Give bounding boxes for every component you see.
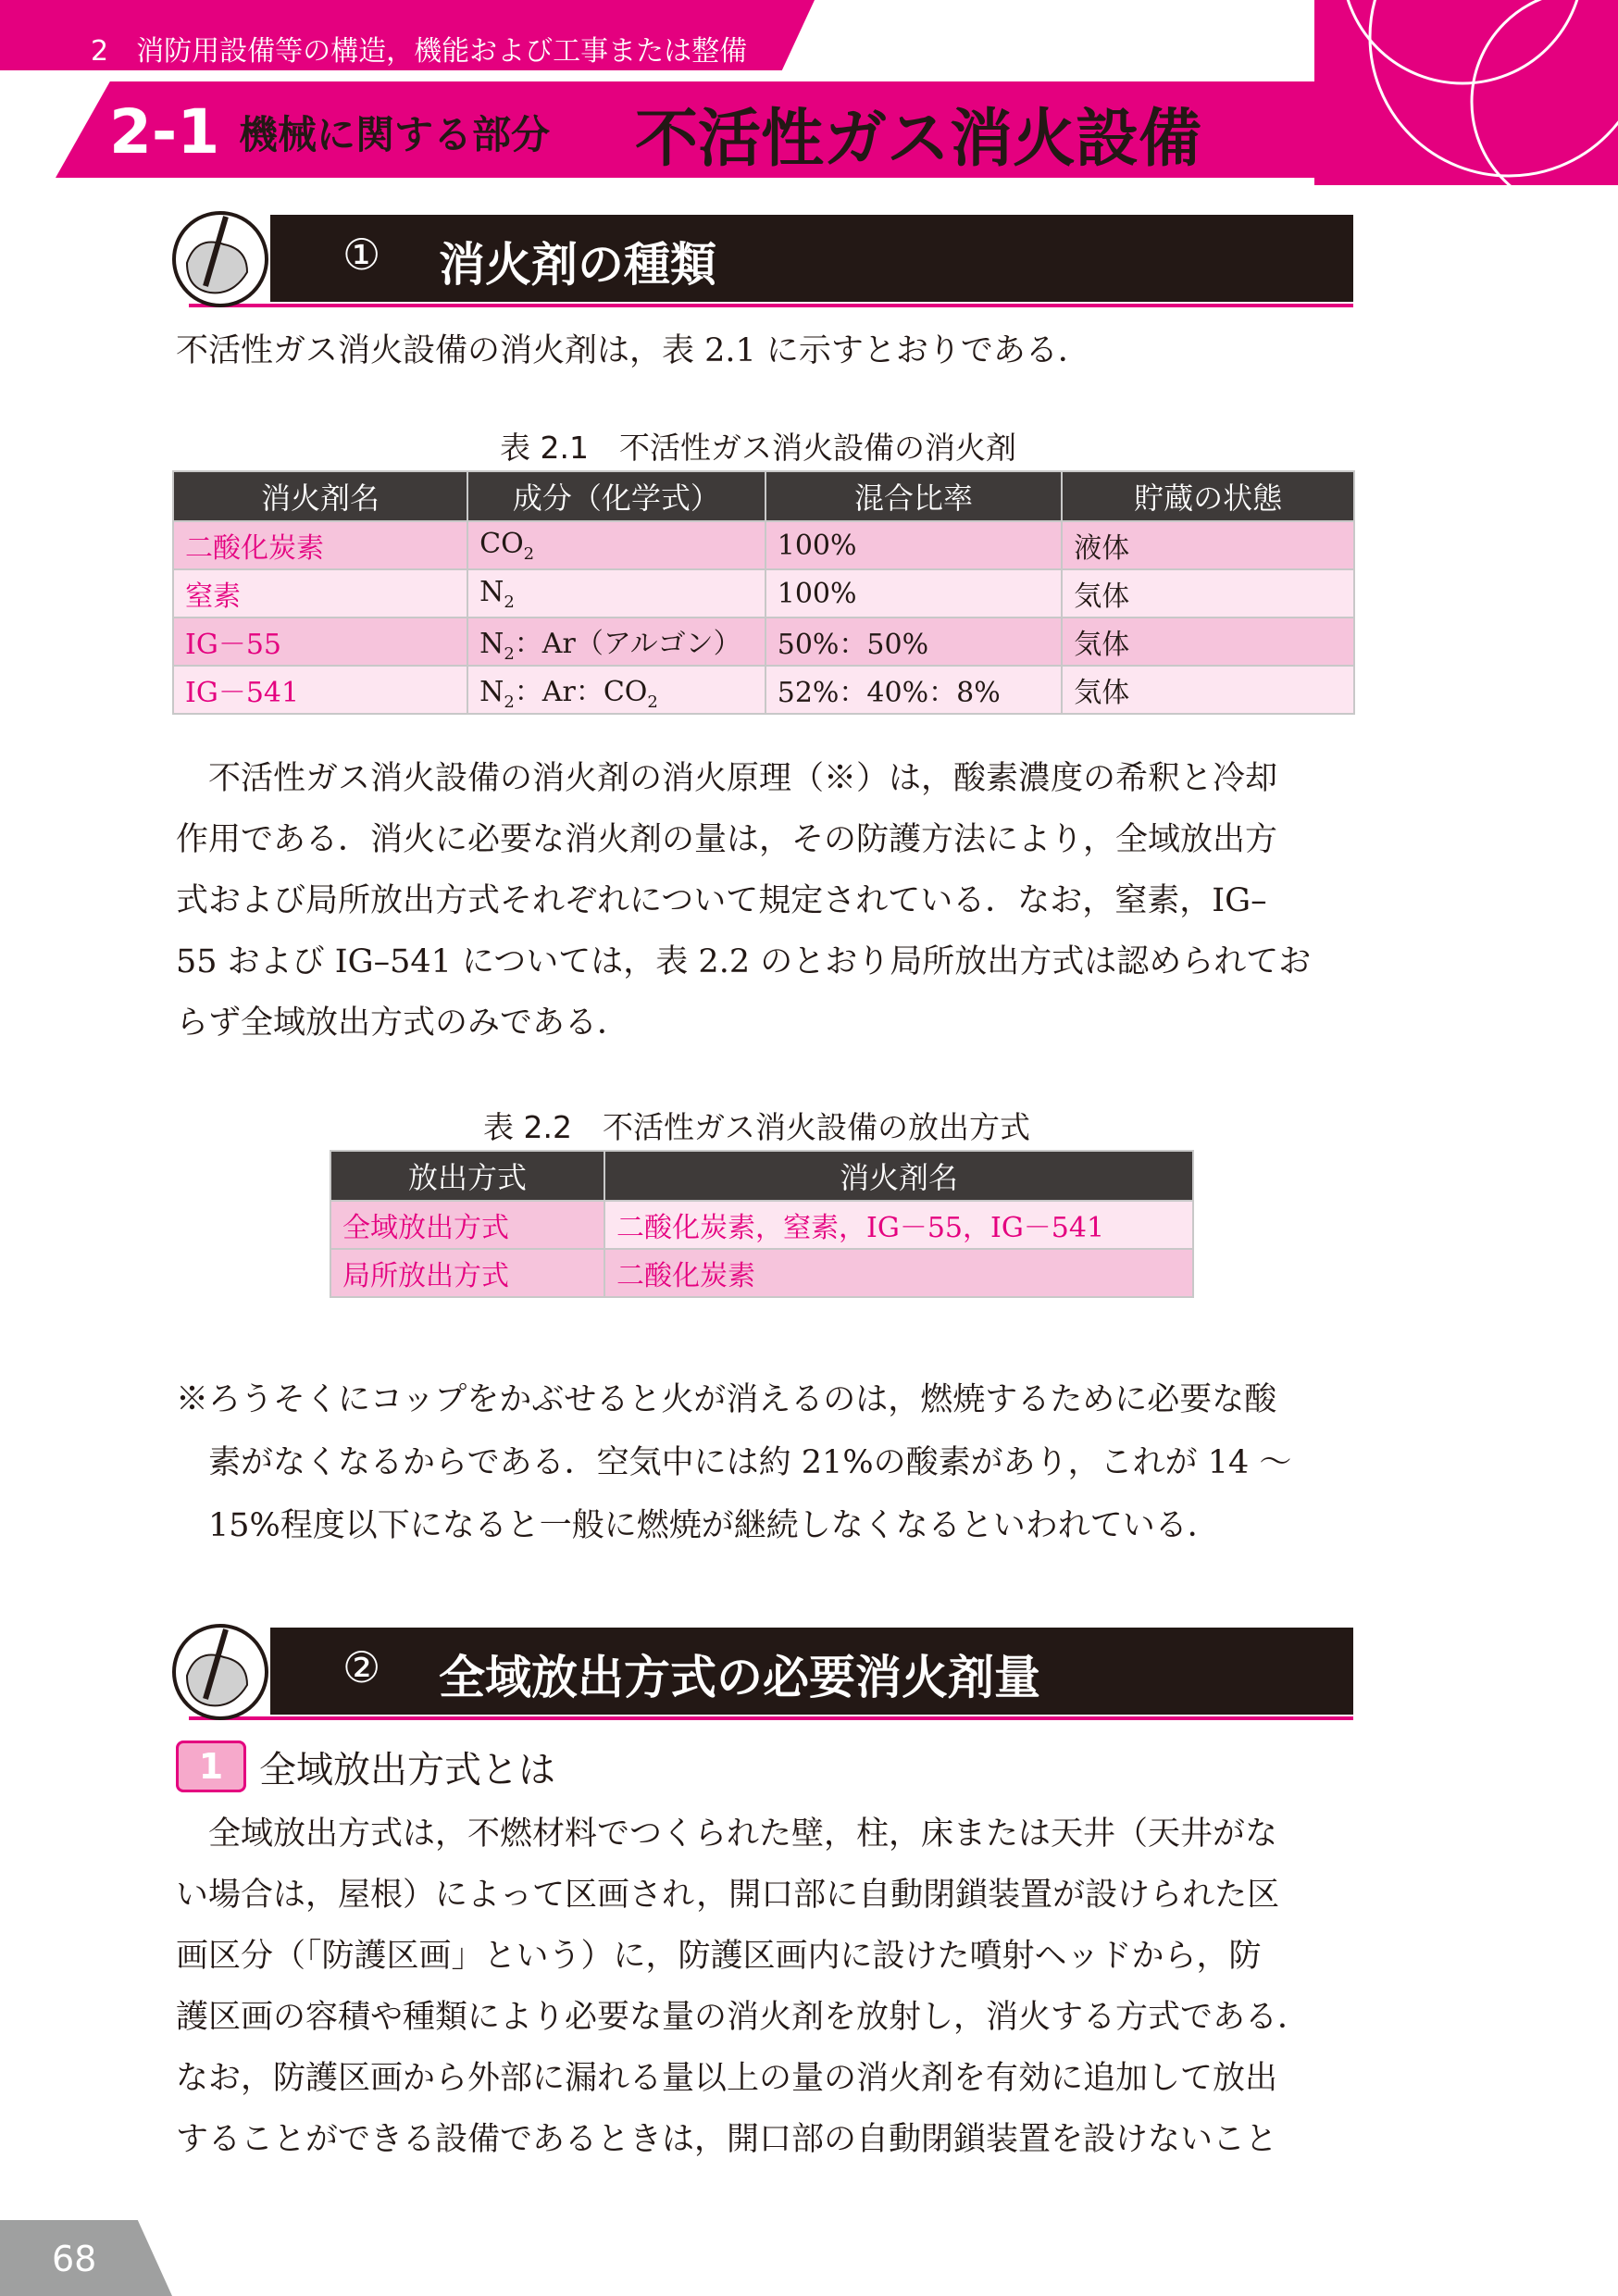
paragraph-2: 全域放出方式は，不燃材料でつくられた壁，柱，床または天井（天井がな い場合は，屋根）によって区画され，開口部に自動閉鎖装置が設けられた区 画区分（「防護区画」という）に，防護区画内に設けた噴射ヘッドから，防 護区画の容積や種類により必要な量の消火剤を放射し，消火する方式である． なお，防護区画から外部に漏れる量以上の量の消火剤を有効に追加して放出 することができる設備であるときは，開口部の自動閉鎖装置を設けないこと <box>176 1816 1311 2158</box>
section-heading-1 <box>168 207 1353 311</box>
table-row: IG－541 $N_2$：Ar：$CO_2$ 52%：40%：8% 気体 <box>173 666 1354 714</box>
section-number: 2-1 <box>109 96 220 168</box>
table-1-caption: 表 2.1 不活性ガス消火設備の消火剤 <box>500 430 1016 466</box>
section-2-title: 全域放出方式の必要消火剤量 <box>439 1651 1040 1704</box>
table-1 <box>172 470 1355 715</box>
table-row: 二酸化炭素 $CO_2$ 100% 液体 <box>173 521 1354 569</box>
page-number: 68 <box>52 2239 97 2279</box>
pen-hand-icon <box>168 1620 272 1724</box>
section-2-number: ② <box>342 1642 381 1692</box>
table-row: 窒素 $N_2$ 100% 気体 <box>173 569 1354 618</box>
section-1-number: ① <box>342 230 381 280</box>
section-subtitle: 機械に関する部分 <box>239 112 551 157</box>
subsection-number-badge: 1 <box>176 1741 246 1792</box>
paragraph-1: 不活性ガス消火設備の消火剤の消火原理（※）は，酸素濃度の希釈と冷却 作用である．消火に必要な消火剤の量は，その防護方法により，全域放出方 式および局所放出方式それぞれについて規定されている．なお，窒素，IG– 55 および IG–541 については，表 2.2 のとおり局所放出方式は認められてお らず全域放出方式のみである． <box>176 760 1312 1042</box>
table-row: 局所放出方式 二酸化炭素 <box>330 1249 1193 1297</box>
page-title: 不活性ガス消火設備 <box>635 103 1202 176</box>
chapter-title: 2 消防用設備等の構造，機能および工事または整備 <box>91 35 748 68</box>
section-1-title: 消火剤の種類 <box>439 238 716 292</box>
table-2 <box>330 1150 1194 1298</box>
table-header-row: 放出方式 消火剤名 <box>330 1151 1193 1201</box>
section-heading-2 <box>168 1620 1353 1724</box>
table-header-row: 消火剤名 成分（化学式） 混合比率 貯蔵の状態 <box>173 471 1354 521</box>
pen-hand-icon <box>168 207 272 311</box>
footnote: ※ろうそくにコップをかぶせると火が消えるのは，燃焼するために必要な酸 素がなくなるからである．空気中には約 21%の酸素があり，これが 14 ～ 15%程度以下になると一般に燃焼が継続しなくなるといわれている． <box>176 1381 1292 1544</box>
table-row: 全域放出方式 二酸化炭素，窒素，IG－55，IG－541 <box>330 1201 1193 1249</box>
table-row: IG－55 $N_2$：Ar（アルゴン） 50%：50% 気体 <box>173 618 1354 666</box>
subsection-title: 全域放出方式とは <box>259 1749 555 1791</box>
section-1-intro: 不活性ガス消火設備の消火剤は，表 2.1 に示すとおりである． <box>176 332 1090 369</box>
table-2-caption: 表 2.2 不活性ガス消火設備の放出方式 <box>483 1109 1030 1145</box>
decorative-circles <box>1277 0 1618 185</box>
